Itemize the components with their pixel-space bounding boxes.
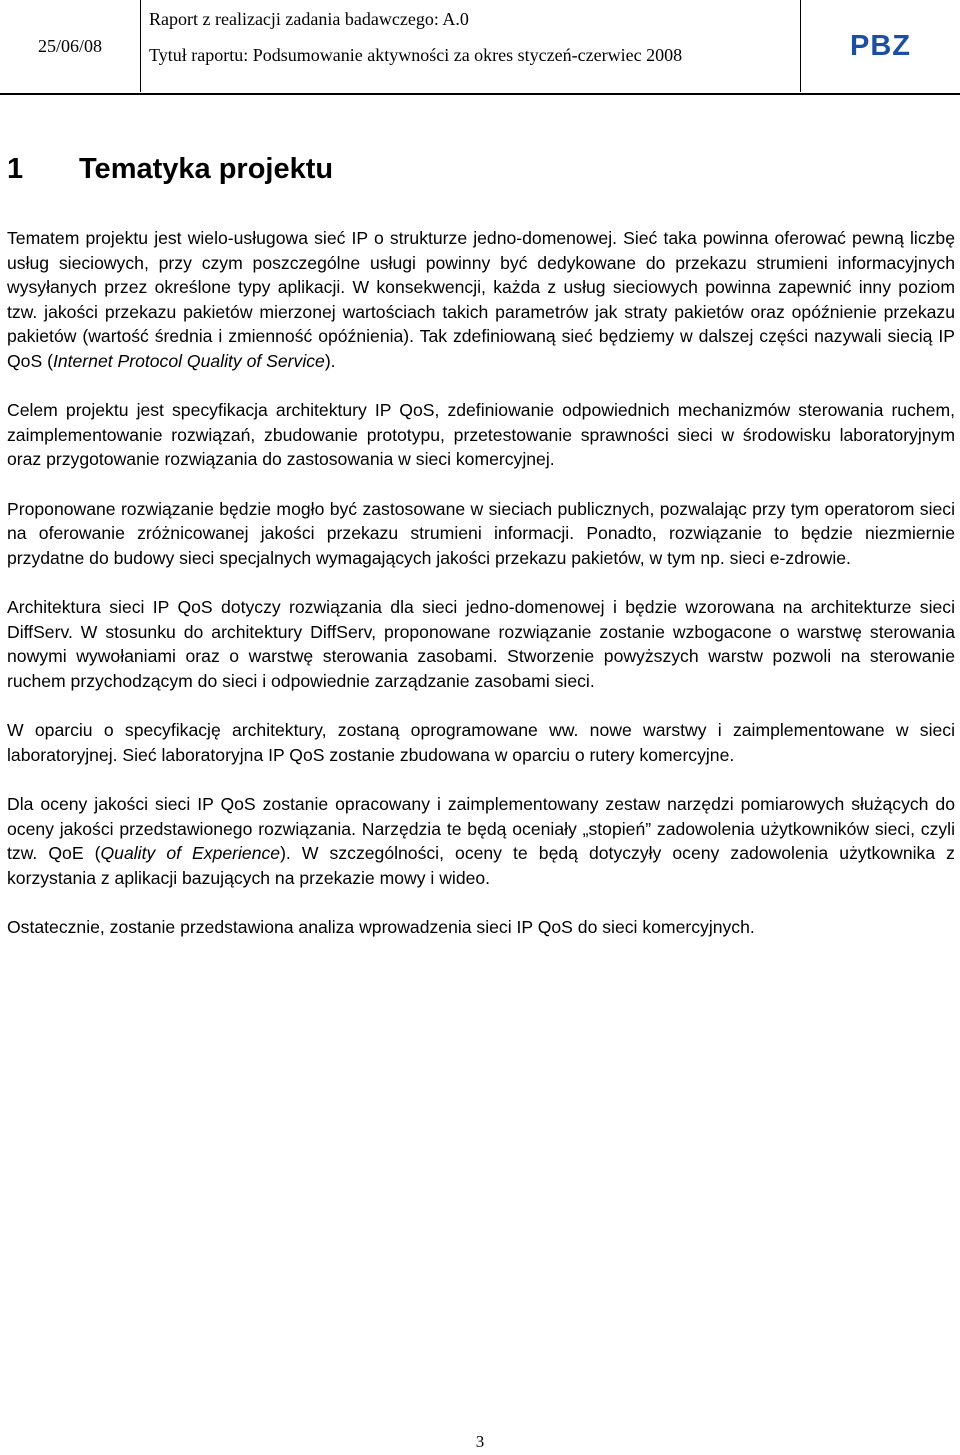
paragraph-application: Proponowane rozwiązanie będzie mogło być zastosowane w sieciach publicznych, pozwalając przy tym operatorom sieci na oferowanie zróżnicowanej jakości przekazu strumieni informacji. Ponadto, rozwiązanie to będzie niezmiernie przydatne do budowy sieci specjalnych wymagających jakości przekazu pakietów, w tym np. sieci e-zdrowie. — [7, 498, 955, 568]
page-number: 3 — [475, 1432, 485, 1451]
paragraph-conclusion: Ostatecznie, zostanie przedstawiona analiza wprowadzenia sieci IP QoS do sieci komercyjnych. — [7, 917, 755, 937]
paragraph-architecture: Architektura sieci IP QoS dotyczy rozwiązania dla sieci jedno-domenowej i będzie wzorowana na architekturze sieci DiffServ. W stosunku do architektury DiffServ, proponowane rozwiązanie zostanie wzbogacone o warstwę sterowania nowymi wywołaniami oraz o warstwę sterowania zasobami. Stworzenie powyższych warstw pozwoli na sterowanie ruchem przychodzącym do sieci i odpowiednie zarządzanie zasobami sieci. — [7, 597, 955, 691]
section-title: Tematyka projektu — [79, 153, 334, 185]
paragraph-topic-end: ). — [324, 350, 336, 371]
document-body — [7, 226, 955, 965]
paragraph-goal: Celem projektu jest specyfikacja architektury IP QoS, zdefiniowanie odpowiednich mechanizmów sterowania ruchem, zaimplementowanie rozwiązań, zbudowanie prototypu, przetestowanie sprawności sieci w środowisku laboratoryjnym oraz przygotowanie rozwiązania do zastosowania w sieci komercyjnej. — [7, 400, 955, 469]
paragraph-evaluation-text: Dla oceny jakości sieci IP QoS zostanie opracowany i zaimplementowany zestaw narzędzi pomiarowych służących do oceny jakości przedstawionego rozwiązania. Narzędzia te będą oceniały „stopień” zadowolenia użytkowników sieci, czyli tzw. QoE ( — [7, 794, 955, 863]
paragraph-implementation: W oparciu o specyfikację architektury, zostaną oprogramowane ww. nowe warstwy i zaimplementowane w sieci laboratoryjnej. Sieć laboratoryjna IP QoS zostanie zbudowana w oparciu o rutery komercyjne. — [7, 720, 955, 765]
paragraph-topic — [7, 226, 955, 373]
section-number: 1 — [7, 153, 24, 185]
report-header — [0, 0, 960, 96]
report-title-block — [141, 0, 801, 92]
paragraph-topic-term: Internet Protocol Quality of Service — [52, 350, 325, 371]
report-date: 25/06/08 — [0, 0, 141, 92]
paragraph-evaluation-end: ). W szczególności, oceny te będą dotyczyły oceny zadowolenia użytkownika z korzystania z aplikacji bazujących na przekazie mowy i wideo. — [7, 843, 955, 888]
paragraph-topic-text: Tematem projektu jest wielo-usługowa sieć IP o strukturze jedno-domenowej. Sieć taka powinna oferować pewną liczbę usług sieciowych, przy czym poszczególne usługi powinny być dedykowane do przekazu strumieni informacyjnych wysyłanych przez określone typy aplikacji. W konsekwencji, każda z usług sieciowych powinna zapewnić inny poziom tzw. jakości przekazu pakietów mierzonej wartościach takich parametrów jak straty pakietów oraz opóźnienie przekazu pakietów (wartość średnia i zmienność opóźnienia). Tak zdefiniowaną sieć będziemy w dalszej części nazywali siecią IP QoS ( — [7, 228, 955, 371]
header-divider — [0, 93, 960, 95]
section-heading — [7, 153, 333, 186]
pbz-logo: PBZ — [850, 29, 911, 62]
paragraph-evaluation-term: Quality of Experience — [100, 843, 281, 863]
report-task-line: Raport z realizacji zadania badawczego: A.0 — [149, 9, 469, 29]
paragraph-evaluation — [7, 792, 955, 890]
report-title-line: Tytuł raportu: Podsumowanie aktywności za okres styczeń-czerwiec 2008 — [149, 45, 683, 65]
